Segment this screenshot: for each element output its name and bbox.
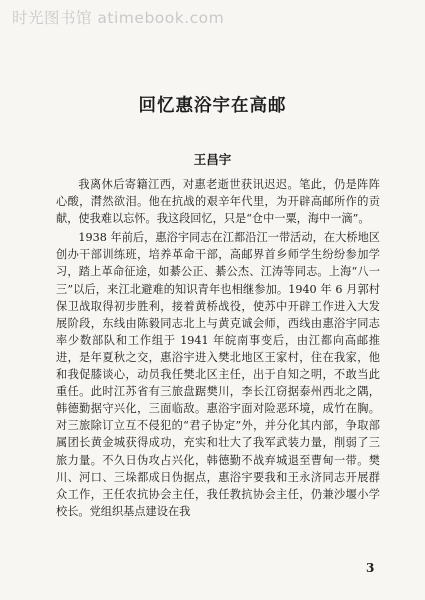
article-body [56, 176, 380, 522]
paragraph: 我离休后寄籍江西，对惠老逝世获讯迟迟。笔此，仍是阵阵心酸，潸然欲泪。他在抗战的艰辛年代里，为开辟高邮所作的贡献，使我难以忘怀。我这段回忆，只是“仓中一粟，海中一滴”。 [56, 178, 380, 226]
watermark: 时光图书馆 atimebook.com [12, 9, 225, 27]
author-name: 王昌宇 [193, 152, 232, 167]
page-number: 3 [366, 561, 375, 575]
paragraph: 1938 年前后，惠浴宇同志在江都沿江一带活动，在大桥地区创办干部训练班，培养革命干部，高邮界首乡师学生纷纷参加学习，踏上革命征途，如綦公正、綦公杰、江涛等同志。上海“八一三”以后，来江北避难的知识青年也相继参加。1940 年 6 月郭村保卫战取得初步胜利，接着黄桥战役，使苏中开辟工作进入大发展阶段，东线由陈毅同志北上与黄克诚会师，西线由惠浴宇同志率少数部队和工作组于 1941 年皖南事变后，由江都向高邮推进，是年夏秋之交，惠浴宇进入樊北地区王家村，住在我家，他和我促膝谈心，动员我任樊北区主任，出于自知之明，不敢当此重任。此时江苏省有三旅盘踞樊川，李长江窃据泰州西北之隅，韩德勤据守兴化，三面临敌。惠浴宇面对险恶环境，成竹在胸。对三旅除订立互不侵犯的“君子协定”外，并分化其内部，争取部属团长黄金城获得成功，充实和壮大了我军武装力量，削弱了三旅力量。不久日伪攻占兴化，韩德勤不战弃城退至曹甸一带。樊川、河口、三垛都成日伪据点，惠浴宇要我和王永济同志开展群众工作，王任农抗协会主任，我任教抗协会主任，仍兼沙堰小学校长。党组织基点建设在我 [56, 231, 380, 518]
page-title: 回忆惠浴宇在高邮 [138, 96, 287, 116]
